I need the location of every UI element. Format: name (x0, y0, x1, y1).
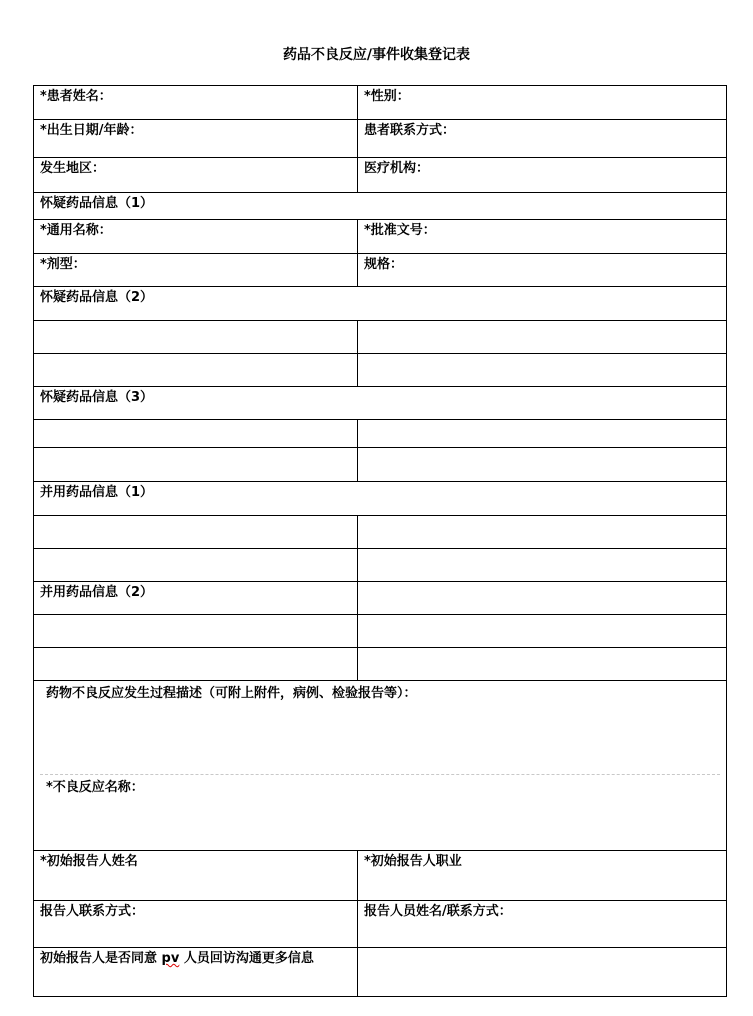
form-row (34, 193, 727, 220)
empty-cell[interactable] (358, 420, 727, 448)
gender-field[interactable]: *性别： (358, 86, 727, 120)
empty-cell[interactable] (358, 648, 727, 681)
consent-field[interactable] (34, 948, 358, 997)
form-row (34, 582, 727, 615)
concomitant-drug-1-header: 并用药品信息（1） (34, 482, 727, 516)
form-row (34, 354, 727, 387)
approval-number-field[interactable]: *批准文号： (358, 220, 727, 254)
form-row (34, 482, 727, 516)
consent-prefix: 初始报告人是否同意 (40, 951, 162, 966)
form-row (34, 254, 727, 287)
adr-name-field[interactable]: *不良反应名称： (46, 780, 144, 795)
initial-reporter-job-field[interactable]: *初始报告人职业 (358, 851, 727, 901)
empty-cell[interactable] (34, 354, 358, 387)
empty-cell[interactable] (34, 420, 358, 448)
empty-cell[interactable] (34, 549, 358, 582)
form-row (34, 86, 727, 120)
suspect-drug-2-header: 怀疑药品信息（2） (34, 287, 727, 321)
empty-cell[interactable] (34, 615, 358, 648)
description-cell (34, 681, 727, 851)
birth-age-field[interactable]: *出生日期/年龄： (34, 120, 358, 158)
form-row (34, 420, 727, 448)
concomitant-drug-2-header: 并用药品信息（2） (34, 582, 358, 615)
empty-cell[interactable] (358, 549, 727, 582)
form-row (34, 321, 727, 354)
empty-cell[interactable] (358, 321, 727, 354)
specification-field[interactable]: 规格： (358, 254, 727, 287)
empty-cell[interactable] (358, 516, 727, 549)
patient-name-field[interactable]: *患者姓名： (34, 86, 358, 120)
form-row (34, 648, 727, 681)
dosage-form-field[interactable]: *剂型： (34, 254, 358, 287)
empty-cell[interactable] (34, 448, 358, 482)
form-row (34, 549, 727, 582)
form-row (34, 158, 727, 193)
empty-cell[interactable] (358, 582, 727, 615)
form-row (34, 448, 727, 482)
suspect-drug-1-header: 怀疑药品信息（1） (34, 193, 727, 220)
institution-field[interactable]: 医疗机构： (358, 158, 727, 193)
form-row (34, 287, 727, 321)
empty-cell[interactable] (358, 615, 727, 648)
empty-cell[interactable] (358, 448, 727, 482)
form-row (34, 851, 727, 901)
empty-cell[interactable] (34, 516, 358, 549)
form-row (34, 220, 727, 254)
form-row (34, 948, 727, 997)
empty-cell[interactable] (358, 354, 727, 387)
form-row (34, 615, 727, 648)
reporter-staff-contact-field[interactable]: 报告人员姓名/联系方式： (358, 901, 727, 948)
region-field[interactable]: 发生地区： (34, 158, 358, 193)
empty-cell[interactable] (34, 648, 358, 681)
suspect-drug-3-header: 怀疑药品信息（3） (34, 387, 727, 420)
form-row (34, 681, 727, 851)
consent-suffix: 人员回访沟通更多信息 (179, 951, 314, 966)
form-title: 药品不良反应/事件收集登记表 (282, 47, 471, 63)
form-row (34, 120, 727, 158)
reporter-contact-field[interactable]: 报告人联系方式： (34, 901, 358, 948)
pv-text: pv (161, 951, 180, 966)
form-row (34, 516, 727, 549)
patient-contact-field[interactable]: 患者联系方式： (358, 120, 727, 158)
form-row (34, 387, 727, 420)
empty-cell[interactable] (358, 948, 727, 997)
process-description-field[interactable]: 药物不良反应发生过程描述（可附上附件，病例、检验报告等）： (40, 683, 720, 775)
generic-name-field[interactable]: *通用名称： (34, 220, 358, 254)
empty-cell[interactable] (34, 321, 358, 354)
form-row (34, 901, 727, 948)
initial-reporter-name-field[interactable]: *初始报告人姓名 (34, 851, 358, 901)
adr-registration-form (33, 85, 727, 997)
